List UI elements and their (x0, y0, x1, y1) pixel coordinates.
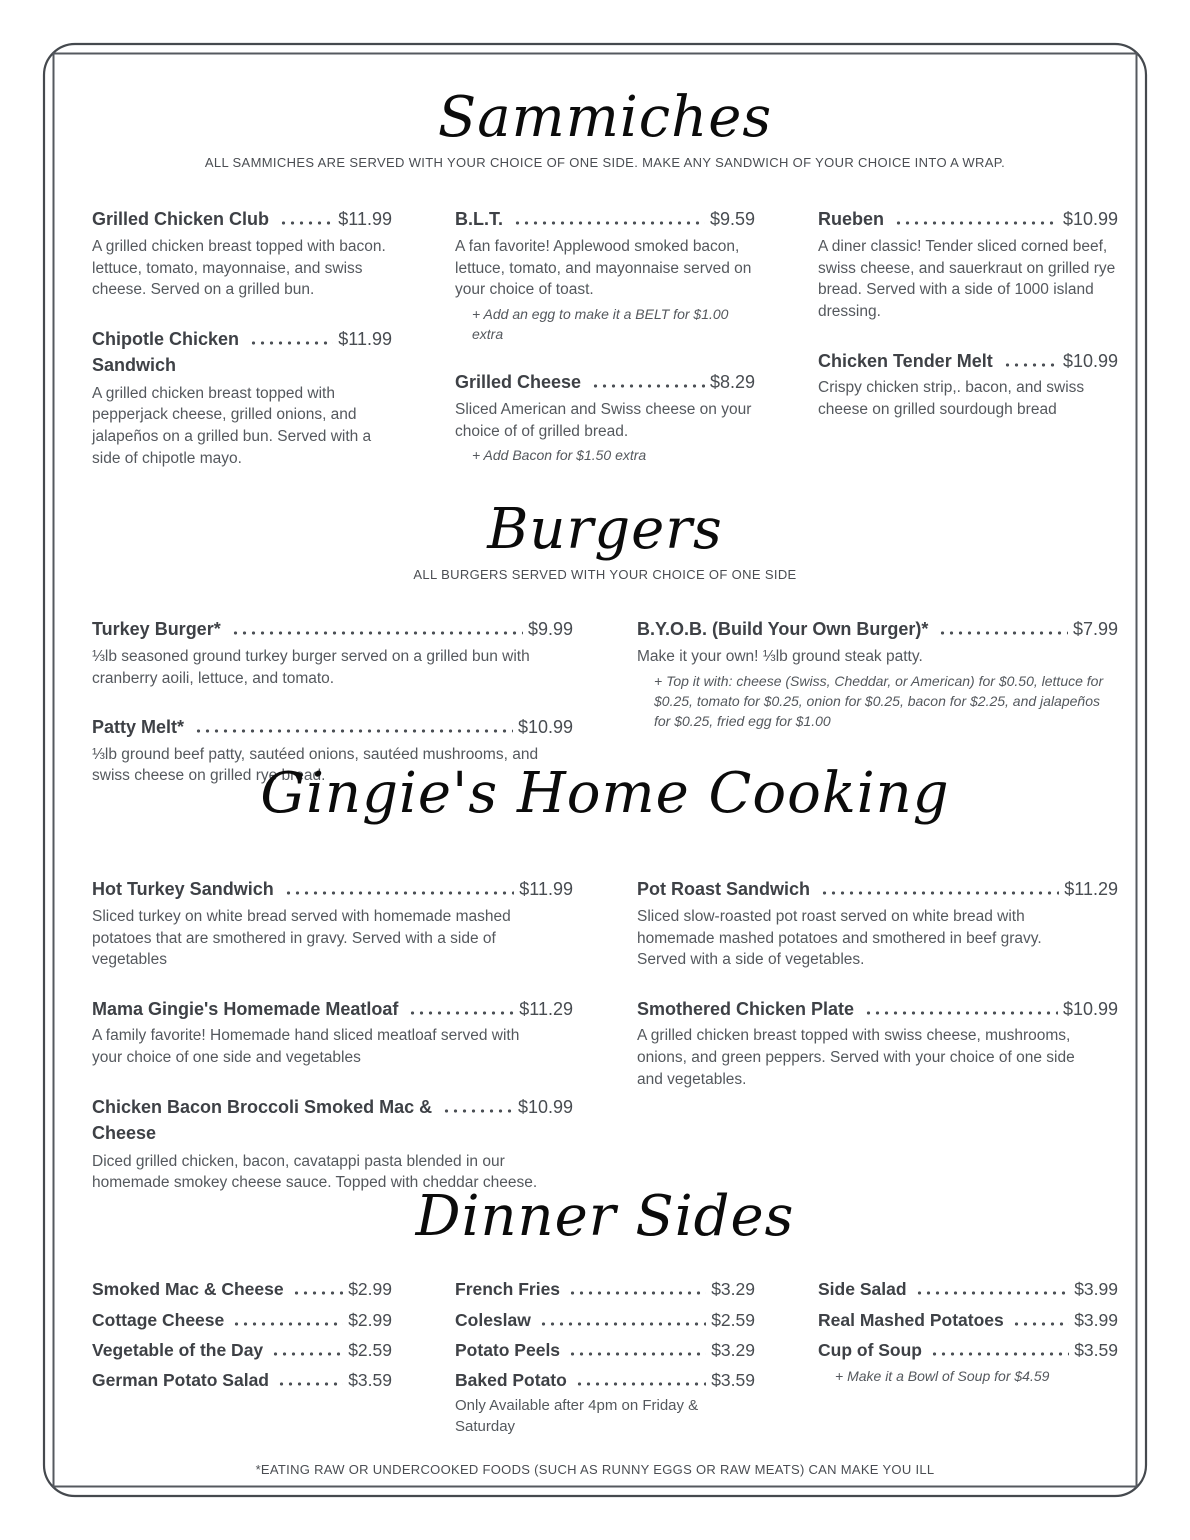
dot-leader (930, 1352, 1069, 1356)
item-header (92, 1338, 392, 1363)
item-header (92, 1096, 573, 1119)
item-name: Chicken Bacon Broccoli Smoked Mac & (92, 1096, 433, 1117)
item-price: $9.99 (527, 619, 573, 640)
item-price: $9.59 (709, 209, 755, 230)
item-price: $2.59 (348, 1340, 392, 1361)
section-home-cooking (92, 760, 1118, 1221)
dot-leader (1012, 1322, 1069, 1326)
side-item (455, 1277, 755, 1302)
item-description: ⅓lb seasoned ground turkey burger served on a grilled bun with cranberry aoili, lettuce, and tomato. (92, 647, 530, 687)
section-columns (92, 878, 1118, 1221)
item-price: $3.59 (348, 1370, 392, 1391)
item-description: A fan favorite! Applewood smoked bacon, lettuce, tomato, and mayonnaise served on your choice of toast. (455, 237, 752, 299)
dot-leader (513, 221, 705, 225)
menu-column (637, 878, 1118, 1221)
item-description: A grilled chicken breast topped with swiss cheese, mushrooms, onions, and green peppers. Served with your choice of one side and vegetables. (637, 1027, 1075, 1088)
dot-leader (938, 631, 1068, 635)
menu-column (455, 208, 755, 496)
dot-leader (271, 1352, 343, 1356)
item-note: + Add Bacon for $1.50 extra (472, 447, 647, 464)
item-header (92, 1308, 392, 1333)
item-description: A grilled chicken breast topped with bacon. lettuce, tomato, mayonnaise, and swiss cheese. Served on a grilled bun. (92, 237, 386, 299)
item-name: Rueben (818, 209, 885, 230)
item-price: $3.29 (711, 1279, 755, 1300)
item-note: + Top it with: cheese (Swiss, Cheddar, or American) for $0.50, lettuce for $0.25, tomato for $0.25, onion for $0.25, bacon for $2.25, and jalapeños for $0.25, fried egg for $1.00 (654, 672, 1104, 730)
item-price: $2.59 (711, 1309, 755, 1330)
item-name: Pot Roast Sandwich (637, 879, 811, 900)
side-item (455, 1308, 755, 1333)
item-name: Turkey Burger* (92, 619, 221, 640)
item-price: $7.99 (1072, 619, 1118, 640)
side-item (818, 1308, 1118, 1333)
item-price: $10.99 (1062, 209, 1118, 230)
item-name-line2: Cheese (92, 1123, 157, 1144)
item-description: ⅓lb ground beef patty, sautéed onions, sautéed mushrooms, and swiss cheese on grilled rye bread. (92, 745, 539, 785)
section-subtitle: ALL SAMMICHES ARE SERVED WITH YOUR CHOICE OF ONE SIDE. MAKE ANY SANDWICH OF YOUR CHOICE INTO A WRAP. (204, 155, 1006, 171)
section-columns (92, 1277, 1118, 1442)
dot-leader (232, 1322, 343, 1326)
item-price: $10.99 (517, 1096, 573, 1117)
item-price: $11.29 (519, 998, 573, 1019)
side-item (92, 1277, 392, 1302)
menu-item (92, 618, 573, 689)
item-header (92, 1277, 392, 1302)
item-price: $10.99 (1062, 350, 1118, 371)
section-title: Gingie's Home Cooking (260, 761, 950, 826)
dot-leader (277, 1382, 343, 1386)
side-item (92, 1308, 392, 1333)
item-header (818, 350, 1118, 373)
item-header (92, 1368, 392, 1393)
item-header (455, 1338, 755, 1363)
menu-item (818, 208, 1118, 322)
item-description: A family favorite! Homemade hand sliced meatloaf served with your choice of one side and vegetables (92, 1027, 520, 1067)
item-header (637, 998, 1118, 1021)
item-header (455, 1368, 755, 1393)
item-name: Smothered Chicken Plate (637, 998, 855, 1019)
item-name: Cottage Cheese (92, 1309, 225, 1330)
menu-item (92, 208, 392, 301)
dot-leader (194, 729, 513, 733)
section-subtitle: ALL BURGERS SERVED WITH YOUR CHOICE OF ONE SIDE (413, 567, 797, 583)
item-header (637, 878, 1118, 901)
item-description: A grilled chicken breast topped with pepperjack cheese, grilled onions, and jalapeños on a grilled bun. Served with a side of chipotle mayo. (92, 384, 372, 467)
item-price: $11.99 (338, 328, 392, 349)
dot-leader (442, 1109, 513, 1113)
item-name: Side Salad (818, 1279, 907, 1300)
dot-leader (894, 221, 1058, 225)
menu-column (92, 878, 573, 1221)
item-name: Baked Potato (455, 1370, 567, 1391)
item-name: Potato Peels (455, 1340, 561, 1361)
dot-leader (284, 891, 515, 895)
item-availability: Only Available after 4pm on Friday & Saturday (455, 1396, 699, 1435)
item-name: Hot Turkey Sandwich (92, 879, 274, 900)
menu-item (637, 878, 1118, 971)
item-header (637, 618, 1118, 641)
dot-leader (864, 1011, 1058, 1015)
item-name: Cup of Soup (818, 1340, 923, 1361)
menu-column (818, 208, 1118, 496)
item-price: $8.29 (709, 372, 755, 393)
item-header (818, 208, 1118, 231)
item-header (92, 618, 573, 641)
menu-column (92, 208, 392, 496)
item-name: B.L.T. (455, 209, 503, 230)
dot-leader (539, 1322, 706, 1326)
item-price: $2.99 (348, 1309, 392, 1330)
item-header (92, 878, 573, 901)
item-name: Grilled Chicken Club (92, 209, 270, 230)
item-note: + Add an egg to make it a BELT for $1.00 extra (472, 305, 729, 343)
item-name: Chipotle Chicken (92, 328, 240, 349)
dot-leader (249, 341, 333, 345)
item-description: Sliced slow-roasted pot roast served on white bread with homemade mashed potatoes and smothered in beef gravy. Served with a side of vegetables. (637, 907, 1042, 969)
dot-leader (820, 891, 1059, 895)
item-price: $10.99 (517, 717, 573, 738)
dot-leader (915, 1291, 1070, 1295)
item-header (92, 208, 392, 231)
item-description: Sliced turkey on white bread served with homemade mashed potatoes that are smothered in gravy. Served with a side of vegetables (92, 907, 511, 969)
section-title: Sammiches (437, 85, 773, 150)
side-item (818, 1277, 1118, 1302)
item-name: Patty Melt* (92, 717, 185, 738)
menu-item (455, 371, 755, 465)
menu-column (455, 1277, 755, 1442)
dot-leader (408, 1011, 514, 1015)
dot-leader (575, 1382, 706, 1386)
footer-disclaimer: *EATING RAW OR UNDERCOOKED FOODS (SUCH AS RUNNY EGGS OR RAW MEATS) CAN MAKE YOU ILL (255, 1462, 935, 1477)
dot-leader (292, 1291, 344, 1295)
item-header (92, 328, 392, 351)
item-header (92, 716, 573, 739)
side-item (92, 1338, 392, 1363)
item-name: Vegetable of the Day (92, 1340, 264, 1361)
dot-leader (1003, 363, 1058, 367)
item-description: Sliced American and Swiss cheese on your choice of of grilled bread. (455, 400, 752, 440)
item-price: $11.99 (519, 879, 573, 900)
side-item (455, 1368, 755, 1437)
item-description: A diner classic! Tender sliced corned beef, swiss cheese, and sauerkraut on grilled rye bread. Served with a side of 1000 island dressing. (818, 237, 1116, 320)
item-header (455, 208, 755, 231)
item-name: B.Y.O.B. (Build Your Own Burger)* (637, 619, 929, 640)
item-header (455, 1308, 755, 1333)
section-sammiches (92, 84, 1118, 497)
item-header (92, 998, 573, 1021)
side-item (818, 1338, 1118, 1387)
dot-leader (568, 1352, 706, 1356)
item-name: French Fries (455, 1279, 561, 1300)
dot-leader (231, 631, 523, 635)
item-header (818, 1338, 1118, 1363)
item-name: Chicken Tender Melt (818, 350, 993, 371)
item-header (455, 1277, 755, 1302)
menu-item (92, 1096, 573, 1194)
item-name-line2: Sandwich (92, 355, 177, 376)
section-columns (92, 208, 1118, 496)
item-name: Grilled Cheese (455, 372, 582, 393)
item-header (455, 371, 755, 394)
item-price: $11.99 (338, 209, 392, 230)
menu-item (818, 350, 1118, 421)
item-price: $3.59 (1074, 1340, 1118, 1361)
item-price: $3.29 (711, 1340, 755, 1361)
item-name: Coleslaw (455, 1309, 531, 1330)
item-name: Mama Gingie's Homemade Meatloaf (92, 998, 399, 1019)
item-price: $3.99 (1074, 1309, 1118, 1330)
dot-leader (591, 384, 705, 388)
item-description: Diced grilled chicken, bacon, cavatappi pasta blended in our homemade smokey cheese sauce. Topped with cheddar cheese. (92, 1152, 538, 1192)
dot-leader (279, 221, 333, 225)
item-name: Real Mashed Potatoes (818, 1309, 1004, 1330)
item-note: + Make it a Bowl of Soup for $4.59 (835, 1368, 1050, 1385)
menu-item (92, 878, 573, 971)
item-description: Make it your own! ⅓lb ground steak patty. (637, 647, 923, 665)
menu-item (92, 328, 392, 470)
item-price: $3.59 (711, 1370, 755, 1391)
menu-column (92, 1277, 392, 1442)
menu-item (637, 998, 1118, 1091)
item-header (818, 1277, 1118, 1302)
menu-item (637, 618, 1118, 731)
item-description: Crispy chicken strip,. bacon, and swiss cheese on grilled sourdough bread (818, 379, 1085, 418)
section-title: Dinner Sides (415, 1184, 795, 1249)
side-item (455, 1338, 755, 1363)
item-header (818, 1308, 1118, 1333)
item-price: $10.99 (1062, 998, 1118, 1019)
item-name: German Potato Salad (92, 1370, 269, 1391)
menu-column (818, 1277, 1118, 1442)
section-dinner-sides (92, 1183, 1118, 1442)
dot-leader (568, 1291, 706, 1295)
menu-item (92, 998, 573, 1069)
item-price: $2.99 (348, 1279, 392, 1300)
section-title: Burgers (487, 497, 723, 562)
item-name: Smoked Mac & Cheese (92, 1279, 284, 1300)
side-item (92, 1368, 392, 1393)
item-price: $3.99 (1074, 1279, 1118, 1300)
menu-item (455, 208, 755, 344)
item-price: $11.29 (1064, 879, 1118, 900)
